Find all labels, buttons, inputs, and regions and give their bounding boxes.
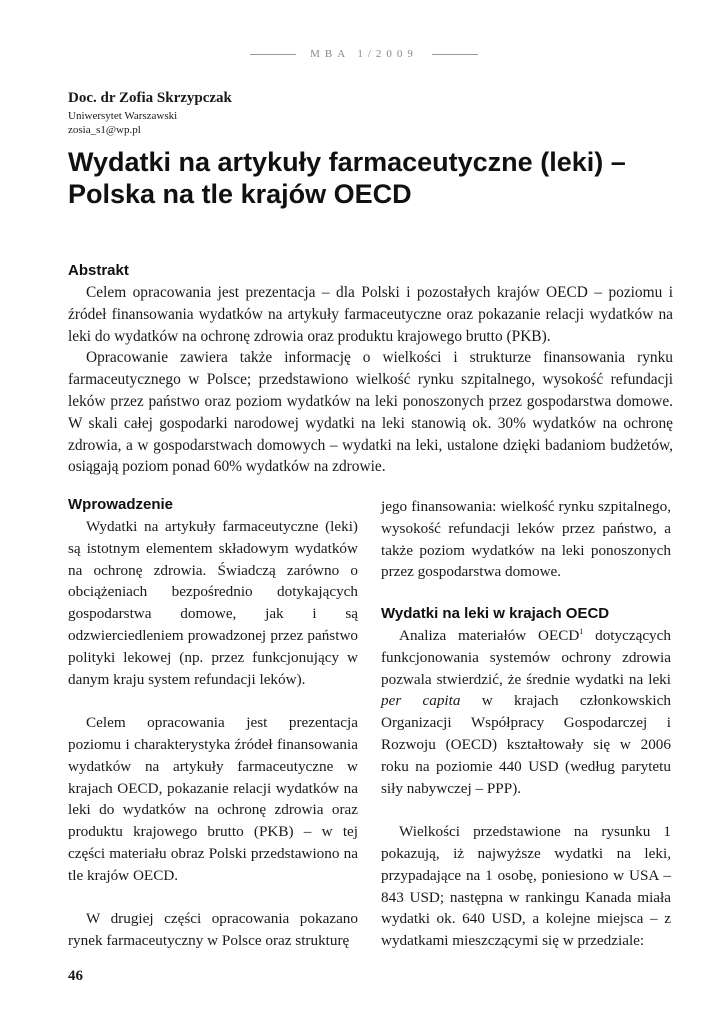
abstract-section (68, 262, 673, 478)
running-head-text: MBA 1/2009 (310, 48, 418, 60)
author-email: zosia_s1@wp.pl (68, 124, 141, 136)
oecd-p1-after: w krajach członkowskich Organizacji Współpracy Gospodarczej i Rozwoju (OECD) kształtowały się w 2006 roku na poziomie 440 USD (według parytetu siły nabywczej – PPP). (381, 692, 671, 797)
left-column (68, 496, 358, 952)
intro-paragraph-3-continued: jego finansowania: wielkość rynku szpitalnego, wysokość refundacji leków przez państwo, a także poziom wydatków na leki ponoszonych przez gospodarstwa domowe. (381, 498, 671, 581)
running-head-rule-left (250, 54, 296, 55)
running-head (0, 48, 728, 60)
footnote-marker[interactable]: 1 (579, 626, 584, 636)
oecd-p1-italic: per capita (381, 692, 461, 710)
author-name: Doc. dr Zofia Skrzypczak (68, 90, 232, 106)
abstract-paragraph-1: Celem opracowania jest prezentacja – dla Polski i pozostałych krajów OECD – poziomu i źródeł finansowania wydatków na artykuły farmaceutyczne oraz pokazanie relacji wydatków na leki do wydatków na ochronę zdrowia oraz produktu krajowego brutto (PKB). (68, 284, 673, 345)
abstract-heading: Abstrakt (68, 262, 129, 279)
oecd-paragraph-1 (381, 625, 671, 799)
intro-paragraph-3: W drugiej części opracowania pokazano rynek farmaceutyczny w Polsce oraz strukturę (68, 910, 358, 950)
author-affiliation: Uniwersytet Warszawski (68, 110, 178, 122)
right-column (381, 496, 671, 952)
oecd-p1-before: Analiza materiałów OECD (399, 626, 580, 644)
oecd-paragraph-2: Wielkości przedstawione na rysunku 1 pokazują, iż najwyższe wydatki na leki, przypadające na 1 osobę, poniesiono w USA – 843 USD; następna w rankingu Kanada miała wydatki ok. 640 USD, a kolejne miejsca – z wydatkami mieszczącymi się w przedziale: (381, 823, 671, 950)
author-block (68, 90, 232, 137)
intro-paragraph-2: Celem opracowania jest prezentacja poziomu i charakterystyka źródeł finansowania wydatków na artykuły farmaceutyczne w krajach OECD, pokazanie relacji wydatków na leki do wydatków na ochronę zdrowia oraz produktu krajowego brutto (PKB) – w tej części materiału obraz Polski przedstawiono na tle krajów OECD. (68, 714, 358, 884)
abstract-paragraph-2: Opracowanie zawiera także informację o wielkości i strukturze finansowania rynku farmaceutycznego w Polsce; przedstawiono wielkość rynku szpitalnego, wysokość refundacji leków przez państwo oraz poziom wydatków na leki ponoszonych przez gospodarstwa domowe. W skali całej gospodarki narodowej wydatki na leki stanowią ok. 30% wydatków na ochronę zdrowia, a w gospodarstwach domowych – wydatki na leki, ustalone dzięki badaniom budżetów, osiągają poziom ponad 60% wydatków na zdrowie. (68, 349, 673, 476)
running-head-rule-right (432, 54, 478, 55)
page-number: 46 (68, 968, 83, 984)
article-title: Wydatki na artykuły farmaceutyczne (leki) – Polska na tle krajów OECD (68, 147, 626, 209)
oecd-section-heading: Wydatki na leki w krajach OECD (381, 604, 610, 622)
intro-paragraph-1: Wydatki na artykuły farmaceutyczne (leki) są istotnym elementem składowym wydatków na ochronę zdrowia. Świadczą zarówno o obciążeniach bezpośrednio dotykających gospodarstwa domowe, jak i są odzwierciedleniem prowadzonej przez państwo polityki lekowej (np. przez funkcjonujący w danym kraju system refundacji leków). (68, 518, 358, 688)
intro-heading: Wprowadzenie (68, 496, 174, 513)
oecd-p1-mid: dotyczących funkcjonowania systemów ochrony zdrowia pozwala stwierdzić, że średnie wydatki na leki (381, 626, 671, 688)
